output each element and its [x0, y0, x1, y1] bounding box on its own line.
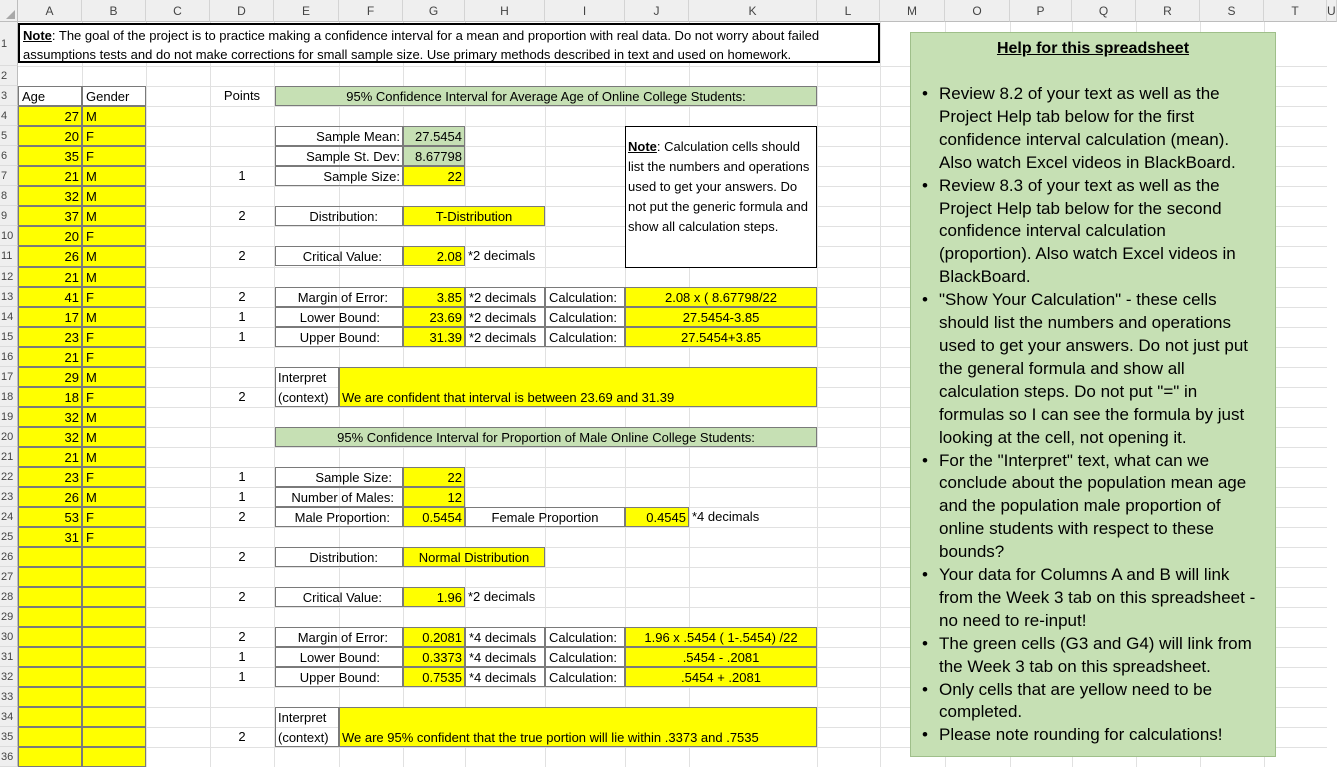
calculation-label: Calculation:	[545, 627, 625, 647]
row-header[interactable]: 23	[0, 487, 18, 507]
row-header[interactable]: 18	[0, 387, 18, 407]
sample-mean-label: Sample Mean:	[275, 126, 403, 146]
interpret-label: Interpret	[278, 710, 327, 725]
points-cell: 1	[238, 489, 246, 504]
age-cell[interactable]: 41	[18, 287, 82, 307]
column-header[interactable]: F	[339, 0, 403, 22]
column-header[interactable]: D	[210, 0, 274, 22]
column-header[interactable]: R	[1136, 0, 1200, 22]
interpret-context-label: (context)	[278, 730, 329, 745]
row-header[interactable]: 25	[0, 527, 18, 547]
age-cell[interactable]	[18, 547, 82, 567]
row-header[interactable]: 6	[0, 146, 18, 166]
column-header[interactable]: C	[146, 0, 210, 22]
sample-size-label: Sample Size:	[275, 166, 403, 186]
column-header[interactable]: E	[274, 0, 339, 22]
age-cell[interactable]	[18, 567, 82, 587]
row-header[interactable]: 27	[0, 567, 18, 587]
decimals-note: *4 decimals	[465, 627, 545, 647]
row-header[interactable]: 26	[0, 547, 18, 567]
row-header[interactable]: 12	[0, 267, 18, 287]
select-all-corner[interactable]	[0, 0, 18, 22]
age-cell[interactable]	[18, 707, 82, 727]
prop-critical-value-input[interactable]: 1.96	[403, 587, 465, 607]
column-header[interactable]: Q	[1072, 0, 1136, 22]
gender-cell[interactable]: M	[82, 186, 146, 206]
age-cell[interactable]: 35	[18, 146, 82, 166]
decimals-note: *2 decimals	[465, 327, 545, 347]
row-header[interactable]: 3	[0, 86, 18, 106]
gender-cell[interactable]	[82, 587, 146, 607]
decimals-note: *2 decimals	[465, 307, 545, 327]
column-header[interactable]: J	[625, 0, 689, 22]
calculation-label: Calculation:	[545, 327, 625, 347]
decimals-note: *2 decimals	[468, 248, 536, 263]
row-header[interactable]: 2	[0, 66, 18, 86]
points-cell: 2	[238, 589, 246, 604]
gender-cell[interactable]	[82, 627, 146, 647]
interpret-label: Interpret	[278, 370, 327, 385]
age-cell[interactable]	[18, 687, 82, 707]
number-of-males-label: Number of Males:	[275, 487, 403, 507]
points-cell: 2	[238, 549, 246, 564]
row-header[interactable]: 8	[0, 186, 18, 206]
decimals-note: *2 decimals	[468, 589, 536, 604]
column-header[interactable]: B	[82, 0, 146, 22]
distribution-label: Distribution:	[275, 206, 403, 226]
age-cell[interactable]: 27	[18, 106, 82, 126]
age-cell[interactable]: 21	[18, 447, 82, 467]
age-cell[interactable]: 23	[18, 327, 82, 347]
interpret-label-box	[275, 707, 339, 747]
margin-of-error-input[interactable]: 3.85	[403, 287, 465, 307]
sample-mean-value[interactable]: 27.5454	[403, 126, 465, 146]
grid-line	[146, 22, 147, 767]
upper-bound-input[interactable]: 31.39	[403, 327, 465, 347]
gender-cell[interactable]: M	[82, 267, 146, 287]
mean-section-title[interactable]: 95% Confidence Interval for Average Age of Online College Students:	[275, 86, 817, 106]
gender-cell[interactable]: F	[82, 226, 146, 246]
grid-line	[880, 22, 881, 767]
gender-cell[interactable]: M	[82, 447, 146, 467]
points-cell: 1	[238, 469, 246, 484]
number-of-males-input[interactable]: 12	[403, 487, 465, 507]
help-panel[interactable]	[910, 32, 1276, 757]
calculation-label: Calculation:	[545, 667, 625, 687]
help-item: • Review 8.2 of your text as well as the Project Help tab below for the first confidence interval calculation (mean). Also watch Excel videos in BlackBoard.	[939, 83, 1261, 175]
distribution-input[interactable]: T-Distribution	[403, 206, 545, 226]
decimals-note: *2 decimals	[465, 287, 545, 307]
prop-section-title[interactable]: 95% Confidence Interval for Proportion of Male Online College Students:	[275, 427, 817, 447]
calculation-label: Calculation:	[545, 287, 625, 307]
upper-bound-label: Upper Bound:	[275, 327, 403, 347]
age-cell[interactable]: 32	[18, 427, 82, 447]
prop-distribution-input[interactable]: Normal Distribution	[403, 547, 545, 567]
decimals-note: *4 decimals	[692, 509, 760, 524]
prop-moe-calculation-input[interactable]: 1.96 x .5454 ( 1-.5454) /22	[625, 627, 817, 647]
row-header[interactable]: 24	[0, 507, 18, 527]
row-header[interactable]: 7	[0, 166, 18, 186]
column-header[interactable]: U	[1327, 0, 1337, 22]
prop-lower-bound-label: Lower Bound:	[275, 647, 403, 667]
points-cell: 1	[238, 309, 246, 324]
row-header[interactable]: 20	[0, 427, 18, 447]
sample-sd-value[interactable]: 8.67798	[403, 146, 465, 166]
column-header[interactable]: T	[1264, 0, 1327, 22]
row-header[interactable]: 11	[0, 246, 18, 267]
age-cell[interactable]: 32	[18, 186, 82, 206]
column-header[interactable]: A	[18, 0, 82, 22]
grid-line	[817, 22, 818, 767]
points-cell: 2	[238, 509, 246, 524]
points-cell: 2	[238, 289, 246, 304]
help-item: • Please note rounding for calculations!	[939, 724, 1261, 747]
gender-cell[interactable]: F	[82, 467, 146, 487]
interpret-mean-text: We are confident that interval is between 23.69 and 31.39	[342, 390, 675, 405]
gender-cell[interactable]: F	[82, 387, 146, 407]
help-item: • Your data for Columns A and B will link from the Week 3 tab on this spreadsheet - no need to re-input!	[939, 564, 1261, 633]
row-header[interactable]: 36	[0, 747, 18, 767]
calculation-label: Calculation:	[545, 307, 625, 327]
help-list	[911, 83, 1275, 747]
age-cell[interactable]: 20	[18, 126, 82, 146]
row-header[interactable]: 34	[0, 707, 18, 727]
male-proportion-input[interactable]: 0.5454	[403, 507, 465, 527]
points-cell: 1	[238, 669, 246, 684]
column-header[interactable]: O	[945, 0, 1010, 22]
age-cell[interactable]	[18, 647, 82, 667]
points-cell: 1	[238, 329, 246, 344]
gender-cell[interactable]: M	[82, 487, 146, 507]
gender-cell[interactable]	[82, 667, 146, 687]
row-header[interactable]: 33	[0, 687, 18, 707]
age-cell[interactable]: 31	[18, 527, 82, 547]
decimals-note: *4 decimals	[465, 647, 545, 667]
gender-cell[interactable]: M	[82, 166, 146, 186]
age-cell[interactable]: 20	[18, 226, 82, 246]
note-label: Note	[628, 139, 657, 154]
upper-calculation-input[interactable]: 27.5454+3.85	[625, 327, 817, 347]
column-header[interactable]: I	[545, 0, 625, 22]
points-cell: 2	[238, 248, 246, 263]
gender-cell[interactable]	[82, 747, 146, 767]
age-cell[interactable]: 53	[18, 507, 82, 527]
calculation-note[interactable]	[625, 126, 817, 268]
gender-cell[interactable]	[82, 547, 146, 567]
sample-size-input[interactable]: 22	[403, 166, 465, 186]
gender-cell[interactable]	[82, 567, 146, 587]
gender-cell[interactable]	[82, 687, 146, 707]
prop-critical-value-label: Critical Value:	[275, 587, 403, 607]
sample-sd-label: Sample St. Dev:	[275, 146, 403, 166]
female-proportion-label: Female Proportion	[465, 507, 625, 527]
gender-cell[interactable]: F	[82, 126, 146, 146]
prop-upper-bound-input[interactable]: 0.7535	[403, 667, 465, 687]
help-item: • "Show Your Calculation" - these cells should list the numbers and operations used to get your answers. Do not just put the general formula and show all calculation steps. Do not put "=" in formulas so I can see the formula by just looking at the cell, not opening it.	[939, 289, 1261, 449]
gender-cell[interactable]: M	[82, 427, 146, 447]
column-header[interactable]: K	[689, 0, 817, 22]
gender-cell[interactable]	[82, 647, 146, 667]
age-cell[interactable]: 32	[18, 407, 82, 427]
row-header[interactable]: 21	[0, 447, 18, 467]
age-cell[interactable]: 26	[18, 246, 82, 267]
column-header[interactable]: G	[403, 0, 465, 22]
age-cell[interactable]	[18, 747, 82, 767]
moe-calculation-input[interactable]: 2.08 x ( 8.67798/22	[625, 287, 817, 307]
gender-cell[interactable]: M	[82, 246, 146, 267]
interpret-prop-text: We are 95% confident that the true portion will lie within .3373 and .7535	[342, 730, 759, 745]
prop-lower-calculation-input[interactable]: .5454 - .2081	[625, 647, 817, 667]
age-cell[interactable]: 23	[18, 467, 82, 487]
decimals-note: *4 decimals	[465, 667, 545, 687]
header-points[interactable]: Points	[223, 88, 261, 103]
gender-cell[interactable]: F	[82, 527, 146, 547]
prop-sample-size-label: Sample Size:	[275, 467, 403, 487]
age-cell[interactable]	[18, 727, 82, 747]
age-cell[interactable]: 21	[18, 166, 82, 186]
gender-cell[interactable]: F	[82, 146, 146, 166]
age-cell[interactable]: 21	[18, 347, 82, 367]
gender-cell[interactable]: M	[82, 206, 146, 226]
age-cell[interactable]	[18, 587, 82, 607]
row-header[interactable]: 28	[0, 587, 18, 607]
prop-margin-of-error-input[interactable]: 0.2081	[403, 627, 465, 647]
age-cell[interactable]: 37	[18, 206, 82, 226]
age-cell[interactable]: 29	[18, 367, 82, 387]
column-header[interactable]: M	[880, 0, 945, 22]
male-proportion-label: Male Proportion:	[275, 507, 403, 527]
row-header[interactable]: 30	[0, 627, 18, 647]
calculation-label: Calculation:	[545, 647, 625, 667]
row-header[interactable]: 10	[0, 226, 18, 246]
row-header[interactable]: 29	[0, 607, 18, 627]
gender-cell[interactable]: M	[82, 106, 146, 126]
note-text: : The goal of the project is to practice making a confidence interval for a mean and proportion with real data. Do not worry about failed assumptions tests and do not make corrections for small sample size. Use primary methods described in text and used on homework.	[23, 28, 820, 62]
age-cell[interactable]	[18, 607, 82, 627]
interpret-context-label: (context)	[278, 390, 329, 405]
gender-cell[interactable]: M	[82, 367, 146, 387]
gender-cell[interactable]: F	[82, 507, 146, 527]
interpret-prop-input[interactable]	[339, 707, 817, 747]
prop-margin-of-error-label: Margin of Error:	[275, 627, 403, 647]
help-item: • Only cells that are yellow need to be completed.	[939, 679, 1261, 725]
critical-value-input[interactable]: 2.08	[403, 246, 465, 266]
age-cell[interactable]: 21	[18, 267, 82, 287]
gender-cell[interactable]: M	[82, 407, 146, 427]
points-cell: 2	[238, 389, 246, 404]
points-cell: 1	[238, 168, 246, 183]
row-header[interactable]: 4	[0, 106, 18, 126]
lower-calculation-input[interactable]: 27.5454-3.85	[625, 307, 817, 327]
column-header[interactable]: P	[1010, 0, 1072, 22]
critical-value-label: Critical Value:	[275, 246, 403, 266]
note-text: : Calculation cells should list the numbers and operations used to get your answers. Do not put the generic formula and show all calculation steps.	[628, 139, 810, 234]
age-cell[interactable]: 26	[18, 487, 82, 507]
prop-upper-calculation-input[interactable]: .5454 + .2081	[625, 667, 817, 687]
help-item: • The green cells (G3 and G4) will link from the Week 3 tab on this spreadsheet.	[939, 633, 1261, 679]
points-cell: 2	[238, 629, 246, 644]
age-cell[interactable]: 18	[18, 387, 82, 407]
points-cell: 2	[238, 729, 246, 744]
row-header[interactable]: 17	[0, 367, 18, 387]
help-title: Help for this spreadsheet	[996, 40, 1190, 57]
row-header[interactable]: 13	[0, 287, 18, 307]
interpret-label-box	[275, 367, 339, 407]
female-proportion-input[interactable]: 0.4545	[625, 507, 689, 527]
column-header[interactable]: S	[1200, 0, 1264, 22]
age-cell[interactable]: 17	[18, 307, 82, 327]
row-header[interactable]: 5	[0, 126, 18, 146]
gender-cell[interactable]: F	[82, 287, 146, 307]
row-header[interactable]: 32	[0, 667, 18, 687]
row-header[interactable]: 31	[0, 647, 18, 667]
row-header[interactable]: 15	[0, 327, 18, 347]
row-header[interactable]: 16	[0, 347, 18, 367]
prop-distribution-label: Distribution:	[275, 547, 403, 567]
prop-sample-size-input[interactable]: 22	[403, 467, 465, 487]
row-header[interactable]: 14	[0, 307, 18, 327]
header-age[interactable]: Age	[18, 86, 82, 106]
gender-cell[interactable]: F	[82, 327, 146, 347]
note-label: Note	[23, 28, 52, 43]
help-item: • Review 8.3 of your text as well as the Project Help tab below for the second confidence interval calculation (proportion). Also watch Excel videos in BlackBoard.	[939, 175, 1261, 290]
gender-cell[interactable]	[82, 707, 146, 727]
points-cell: 2	[238, 208, 246, 223]
points-cell: 1	[238, 649, 246, 664]
row-header[interactable]: 9	[0, 206, 18, 226]
header-gender[interactable]: Gender	[82, 86, 146, 106]
prop-upper-bound-label: Upper Bound:	[275, 667, 403, 687]
row-header[interactable]: 19	[0, 407, 18, 427]
lower-bound-input[interactable]: 23.69	[403, 307, 465, 327]
help-item: • For the "Interpret" text, what can we conclude about the population mean age and the population male proportion of online students with respect to these bounds?	[939, 450, 1261, 565]
margin-of-error-label: Margin of Error:	[275, 287, 403, 307]
gender-cell[interactable]	[82, 727, 146, 747]
interpret-mean-input[interactable]	[339, 367, 817, 407]
row-header[interactable]: 35	[0, 727, 18, 747]
age-cell[interactable]	[18, 627, 82, 647]
gender-cell[interactable]: M	[82, 307, 146, 327]
column-header[interactable]: L	[817, 0, 880, 22]
age-cell[interactable]	[18, 667, 82, 687]
row-header[interactable]: 22	[0, 467, 18, 487]
prop-lower-bound-input[interactable]: 0.3373	[403, 647, 465, 667]
gender-cell[interactable]: F	[82, 347, 146, 367]
lower-bound-label: Lower Bound:	[275, 307, 403, 327]
column-header[interactable]: H	[465, 0, 545, 22]
gender-cell[interactable]	[82, 607, 146, 627]
project-note[interactable]	[18, 23, 880, 63]
row-header[interactable]: 1	[0, 22, 18, 66]
